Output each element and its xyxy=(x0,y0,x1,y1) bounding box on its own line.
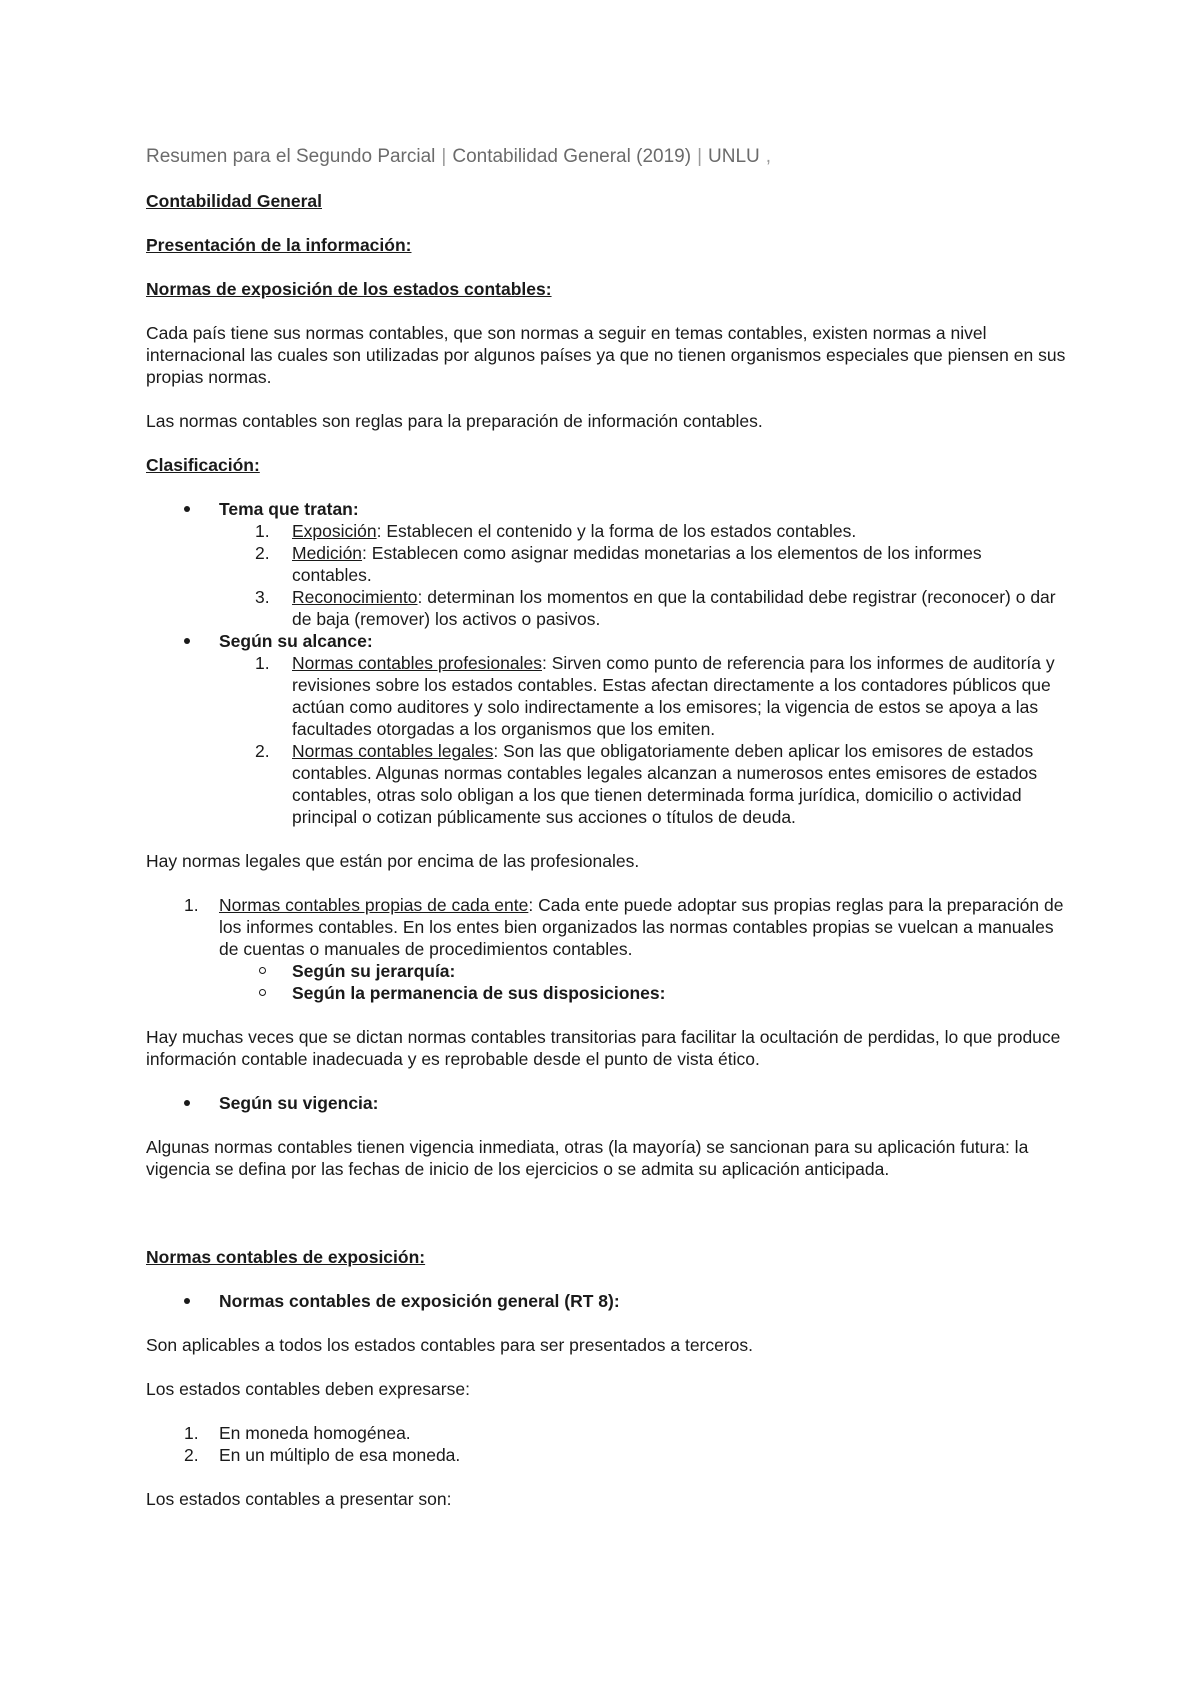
item-term: Exposición xyxy=(292,521,377,541)
header-university: UNLU xyxy=(708,146,760,167)
bullet-item xyxy=(146,630,1066,652)
item-number: 2. xyxy=(184,1445,199,1465)
paragraph: Hay muchas veces que se dictan normas contables transitorias para facilitar la ocultación de perdidas, lo que produce información contable inadecuada y es reprobable desde el punto de vista ético. xyxy=(146,1027,1061,1069)
item-text: : Sirven como punto de referencia para los informes de auditoría y revisiones sobre los estados contables. Estas afectan directamente a los contadores públicos que actúan como auditores y solo indirectamente a los emisores; la vigencia de estos se apoya a las facultades otorgadas a los organismos que los emiten. xyxy=(292,653,1055,739)
bullet-dot-icon xyxy=(184,506,190,512)
bullet-dot-icon xyxy=(184,1100,190,1106)
item-number: 1. xyxy=(184,1423,199,1443)
paragraph: Cada país tiene sus normas contables, que son normas a seguir en temas contables, existen normas a nivel internacional las cuales son utilizadas por algunos países ya que no tienen organismos especiales que piensen en sus propias normas. xyxy=(146,323,1066,387)
numbered-item xyxy=(146,586,1066,630)
item-term: Normas contables profesionales xyxy=(292,653,542,673)
item-number: 3. xyxy=(255,587,270,607)
bullet-item xyxy=(146,498,1066,520)
item-number: 2. xyxy=(255,741,270,761)
numbered-item xyxy=(146,894,1066,960)
header-trailing-mark: , xyxy=(765,146,772,167)
hollow-bullet-icon xyxy=(259,967,266,974)
bullet-title: Según su alcance: xyxy=(219,631,373,651)
header-course: Contabilidad General (2019) xyxy=(452,146,692,167)
numbered-item xyxy=(146,652,1066,740)
sub-bullet-item xyxy=(146,960,1066,982)
header-doc-title: Resumen para el Segundo Parcial xyxy=(146,146,436,167)
paragraph: Algunas normas contables tienen vigencia inmediata, otras (la mayoría) se sancionan para su aplicación futura: la vigencia se defina por las fechas de inicio de los ejercicios o se admita su aplicación anticipada. xyxy=(146,1137,1029,1179)
page-header xyxy=(146,146,777,168)
numbered-item xyxy=(146,542,1066,586)
bullet-title: Normas contables de exposición general (RT 8): xyxy=(219,1291,620,1311)
item-term: Normas contables legales xyxy=(292,741,494,761)
paragraph: Los estados contables deben expresarse: xyxy=(146,1379,470,1399)
numbered-item xyxy=(146,520,1066,542)
numbered-item xyxy=(146,1422,1066,1444)
item-text: : determinan los momentos en que la contabilidad debe registrar (reconocer) o dar de baja (remover) los activos o pasivos. xyxy=(292,587,1056,629)
item-term: Normas contables propias de cada ente xyxy=(219,895,529,915)
document-body xyxy=(146,190,1066,1510)
numbered-item xyxy=(146,1444,1066,1466)
item-text: : Establecen el contenido y la forma de los estados contables. xyxy=(376,521,857,541)
section-heading: Clasificación: xyxy=(146,455,260,475)
sub-bullet-item xyxy=(146,982,1066,1004)
bullet-title: Según su vigencia: xyxy=(219,1093,379,1113)
bullet-item xyxy=(146,1092,1066,1114)
item-number: 2. xyxy=(255,543,270,563)
item-term: Reconocimiento xyxy=(292,587,418,607)
paragraph: Los estados contables a presentar son: xyxy=(146,1489,452,1509)
item-text: : Son las que obligatoriamente deben aplicar los emisores de estados contables. Algunas normas contables legales alcanzan a numerosos entes emisores de estados contables, otras solo obligan a los que tienen determinada forma jurídica, domicilio o actividad principal o cotizan públicamente sus acciones o títulos de deuda. xyxy=(292,741,1038,827)
sub-bullet-text: Según su jerarquía: xyxy=(292,961,456,981)
paragraph: Hay normas legales que están por encima de las profesionales. xyxy=(146,851,640,871)
paragraph: Son aplicables a todos los estados contables para ser presentados a terceros. xyxy=(146,1335,754,1355)
header-separator: | xyxy=(441,146,447,167)
header-separator: | xyxy=(697,146,702,167)
item-number: 1. xyxy=(255,653,270,673)
item-text: En moneda homogénea. xyxy=(219,1423,411,1443)
item-text: : Establecen como asignar medidas monetarias a los elementos de los informes contables. xyxy=(292,543,982,585)
numbered-item xyxy=(146,740,1066,828)
section-heading: Normas de exposición de los estados contables: xyxy=(146,279,552,299)
bullet-item xyxy=(146,1290,1066,1312)
paragraph: Las normas contables son reglas para la preparación de información contables. xyxy=(146,411,763,431)
document-title: Contabilidad General xyxy=(146,191,322,211)
item-term: Medición xyxy=(292,543,363,563)
item-number: 1. xyxy=(184,895,199,915)
section-heading: Normas contables de exposición: xyxy=(146,1247,426,1267)
item-number: 1. xyxy=(255,521,270,541)
item-text: : Cada ente puede adoptar sus propias reglas para la preparación de los informes contables. En los entes bien organizados las normas contables propias se vuelcan a manuales de cuentas o manuales de procedimientos contables. xyxy=(219,895,1064,959)
item-text: En un múltiplo de esa moneda. xyxy=(219,1445,461,1465)
bullet-dot-icon xyxy=(184,638,190,644)
hollow-bullet-icon xyxy=(259,989,266,996)
section-heading: Presentación de la información: xyxy=(146,235,412,255)
sub-bullet-text: Según la permanencia de sus disposiciones: xyxy=(292,983,666,1003)
bullet-dot-icon xyxy=(184,1298,190,1304)
bullet-title: Tema que tratan: xyxy=(219,499,359,519)
